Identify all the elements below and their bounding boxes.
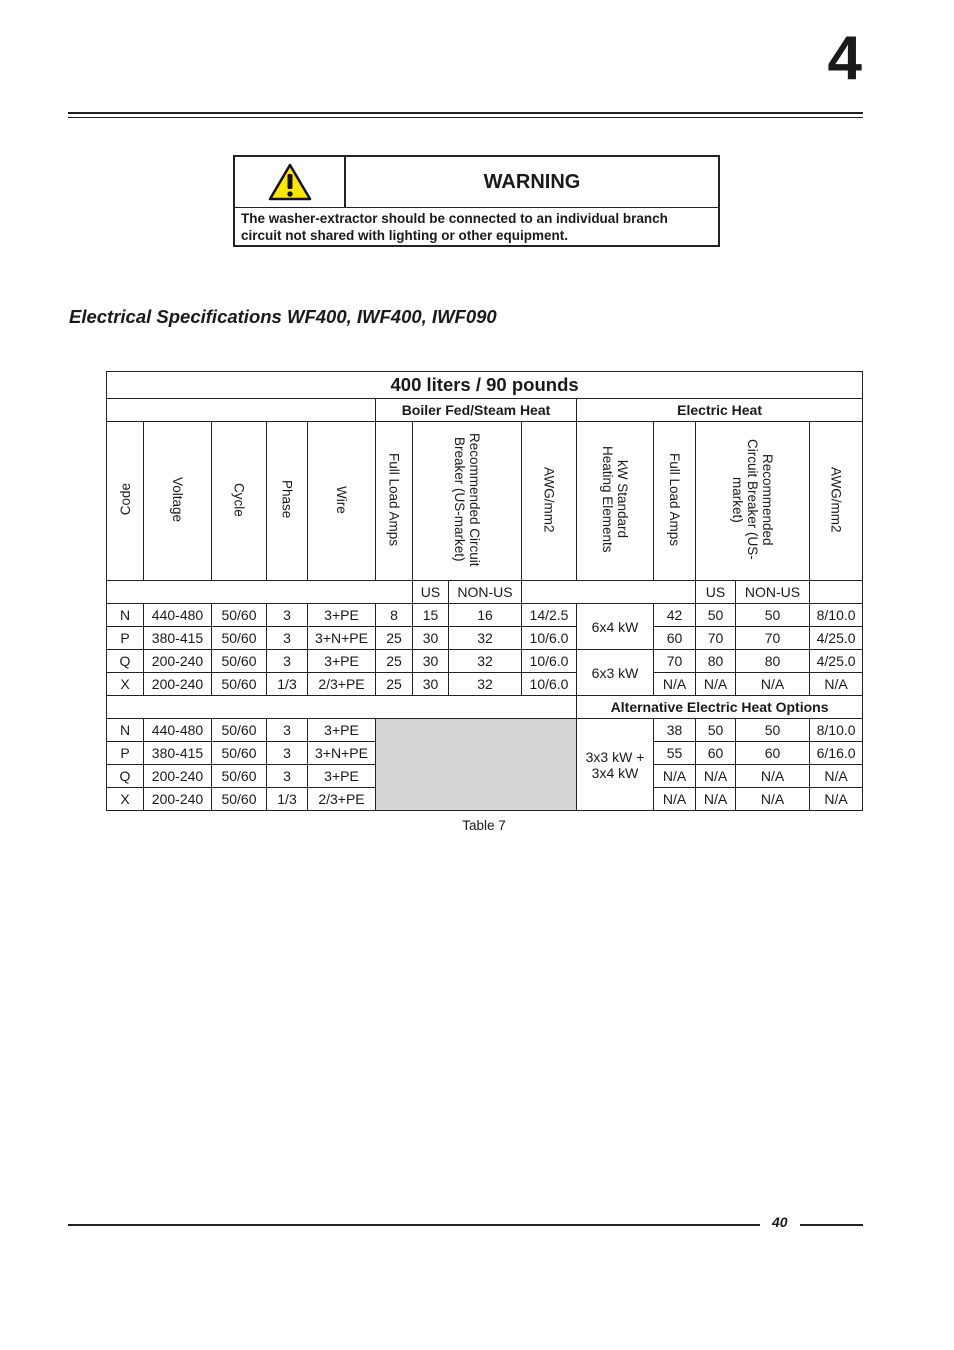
table-cell: 3+PE <box>308 650 376 673</box>
warning-divider <box>235 207 718 208</box>
table-cell: 50/60 <box>212 604 267 627</box>
table-cell: 60 <box>654 627 696 650</box>
table-row <box>107 650 863 673</box>
table-cell: 50/60 <box>212 719 267 742</box>
table-cell: 3 <box>267 627 308 650</box>
header-phase: Phase <box>267 422 308 581</box>
table-cell: P <box>107 627 144 650</box>
table-cell: 70 <box>736 627 810 650</box>
table-cell: 8 <box>376 604 413 627</box>
table-cell: N/A <box>654 788 696 811</box>
table-cell: 3 <box>267 742 308 765</box>
table-cell: 70 <box>696 627 736 650</box>
table-cell: 30 <box>413 673 449 696</box>
table-cell: 50 <box>696 719 736 742</box>
table-cell: 8/10.0 <box>810 604 863 627</box>
footer-rule-right <box>800 1224 863 1226</box>
heating-6x4: 6x4 kW <box>577 604 654 650</box>
table-cell: 50/60 <box>212 742 267 765</box>
table-cell: N/A <box>810 673 863 696</box>
table-cell: 1/3 <box>267 788 308 811</box>
table-cell: 80 <box>736 650 810 673</box>
header-code: Code <box>107 422 144 581</box>
table-cell: 1/3 <box>267 673 308 696</box>
section-title: Electrical Specifications WF400, IWF400, IWF090 <box>69 306 497 327</box>
table-cell: 50 <box>736 719 810 742</box>
table-cell: N/A <box>696 765 736 788</box>
header-rule <box>68 112 863 114</box>
warning-triangle-icon <box>268 163 312 201</box>
table-cell: N/A <box>810 788 863 811</box>
header-voltage: Voltage <box>144 422 212 581</box>
header-breaker-electric: Recommended Circuit Breaker (US- market) <box>696 422 810 581</box>
table-cell: 25 <box>376 673 413 696</box>
header-full-load-amps-electric: Full Load Amps <box>654 422 696 581</box>
table-cell: N <box>107 604 144 627</box>
chapter-number: 4 <box>827 24 862 93</box>
subheader-blank-mid <box>522 581 696 604</box>
header-rule-thin <box>68 117 863 118</box>
table-cell: 10/6.0 <box>522 627 577 650</box>
table-cell: N/A <box>736 788 810 811</box>
header-full-load-amps-boiler: Full Load Amps <box>376 422 413 581</box>
header-awg-boiler: AWG/mm2 <box>522 422 577 581</box>
table-cell: 440-480 <box>144 604 212 627</box>
table-cell: Q <box>107 765 144 788</box>
header-cycle: Cycle <box>212 422 267 581</box>
table-cell: 50 <box>736 604 810 627</box>
table-cell: 3 <box>267 650 308 673</box>
table-cell: 50 <box>696 604 736 627</box>
table-cell: P <box>107 742 144 765</box>
table-cell: 25 <box>376 627 413 650</box>
shaded-not-applicable <box>376 719 577 811</box>
group-header-blank <box>107 399 376 422</box>
table-cell: 3+PE <box>308 719 376 742</box>
warning-title: WARNING <box>483 170 581 193</box>
table-cell: 380-415 <box>144 742 212 765</box>
table-cell: 3+PE <box>308 765 376 788</box>
subheader-blank-end <box>810 581 863 604</box>
table-cell: N/A <box>696 673 736 696</box>
table-cell: 50/60 <box>212 673 267 696</box>
subheader-nonus-boiler: NON-US <box>449 581 522 604</box>
table-cell: 60 <box>736 742 810 765</box>
header-wire: Wire <box>308 422 376 581</box>
table-cell: 32 <box>449 627 522 650</box>
table-cell: N <box>107 719 144 742</box>
table-cell: 50/60 <box>212 765 267 788</box>
header-breaker-boiler: Recommended Circuit Breaker (US-market) <box>413 422 522 581</box>
table-cell: 200-240 <box>144 788 212 811</box>
table-cell: X <box>107 788 144 811</box>
table-cell: 3+PE <box>308 604 376 627</box>
table-cell: 50/60 <box>212 788 267 811</box>
table-cell: 55 <box>654 742 696 765</box>
table-cell: N/A <box>696 788 736 811</box>
warning-box <box>233 155 720 247</box>
table-cell: 30 <box>413 627 449 650</box>
table-cell: N/A <box>654 765 696 788</box>
table-cell: 16 <box>449 604 522 627</box>
subheader-us-boiler: US <box>413 581 449 604</box>
table-cell: 3 <box>267 719 308 742</box>
table-row <box>107 719 863 742</box>
table-cell: 38 <box>654 719 696 742</box>
table-cell: 25 <box>376 650 413 673</box>
table-cell: N/A <box>736 673 810 696</box>
table-row <box>107 627 863 650</box>
table-cell: 6/16.0 <box>810 742 863 765</box>
table-cell: 2/3+PE <box>308 788 376 811</box>
warning-text: The washer-extractor should be connected to an individual branch circuit not shared with lighting or other equipment. <box>241 211 668 243</box>
table-cell: 32 <box>449 650 522 673</box>
header-awg-electric: AWG/mm2 <box>810 422 863 581</box>
table-cell: 3+N+PE <box>308 742 376 765</box>
table-cell: 60 <box>696 742 736 765</box>
table-cell: X <box>107 673 144 696</box>
table-caption: Table 7 <box>462 818 506 833</box>
table-cell: 14/2.5 <box>522 604 577 627</box>
table-cell: 10/6.0 <box>522 673 577 696</box>
table-cell: 200-240 <box>144 673 212 696</box>
table-cell: 80 <box>696 650 736 673</box>
table-cell: N/A <box>654 673 696 696</box>
table-cell: Q <box>107 650 144 673</box>
table-cell: 380-415 <box>144 627 212 650</box>
subheader-blank <box>107 581 413 604</box>
table-cell: 42 <box>654 604 696 627</box>
alt-options-title: Alternative Electric Heat Options <box>577 696 863 719</box>
table-cell: 32 <box>449 673 522 696</box>
table-title: 400 liters / 90 pounds <box>107 372 863 399</box>
table-cell: 70 <box>654 650 696 673</box>
table-cell: 2/3+PE <box>308 673 376 696</box>
table-cell: N/A <box>736 765 810 788</box>
table-cell: 50/60 <box>212 650 267 673</box>
table-cell: 440-480 <box>144 719 212 742</box>
table-cell: 8/10.0 <box>810 719 863 742</box>
table-cell: N/A <box>810 765 863 788</box>
subheader-us-electric: US <box>696 581 736 604</box>
table-row <box>107 604 863 627</box>
table-cell: 50/60 <box>212 627 267 650</box>
warning-icon-cell <box>235 157 346 207</box>
alt-heating-elements: 3x3 kW + 3x4 kW <box>577 719 654 811</box>
header-kw-heating: kW Standard Heating Elements <box>577 422 654 581</box>
table-cell: 4/25.0 <box>810 627 863 650</box>
heating-6x3: 6x3 kW <box>577 650 654 696</box>
table-cell: 3 <box>267 765 308 788</box>
table-cell: 3 <box>267 604 308 627</box>
table-cell: 10/6.0 <box>522 650 577 673</box>
table-cell: 30 <box>413 650 449 673</box>
subheader-nonus-electric: NON-US <box>736 581 810 604</box>
table-row <box>107 673 863 696</box>
group-header-boiler: Boiler Fed/Steam Heat <box>376 399 577 422</box>
group-header-electric: Electric Heat <box>577 399 863 422</box>
page-number: 40 <box>772 1214 788 1230</box>
table-cell: 200-240 <box>144 765 212 788</box>
table-cell: 3+N+PE <box>308 627 376 650</box>
alt-header-blank <box>107 696 577 719</box>
table-cell: 200-240 <box>144 650 212 673</box>
electrical-spec-table <box>106 371 863 811</box>
table-cell: 15 <box>413 604 449 627</box>
table-cell: 4/25.0 <box>810 650 863 673</box>
footer-rule-left <box>68 1224 760 1226</box>
